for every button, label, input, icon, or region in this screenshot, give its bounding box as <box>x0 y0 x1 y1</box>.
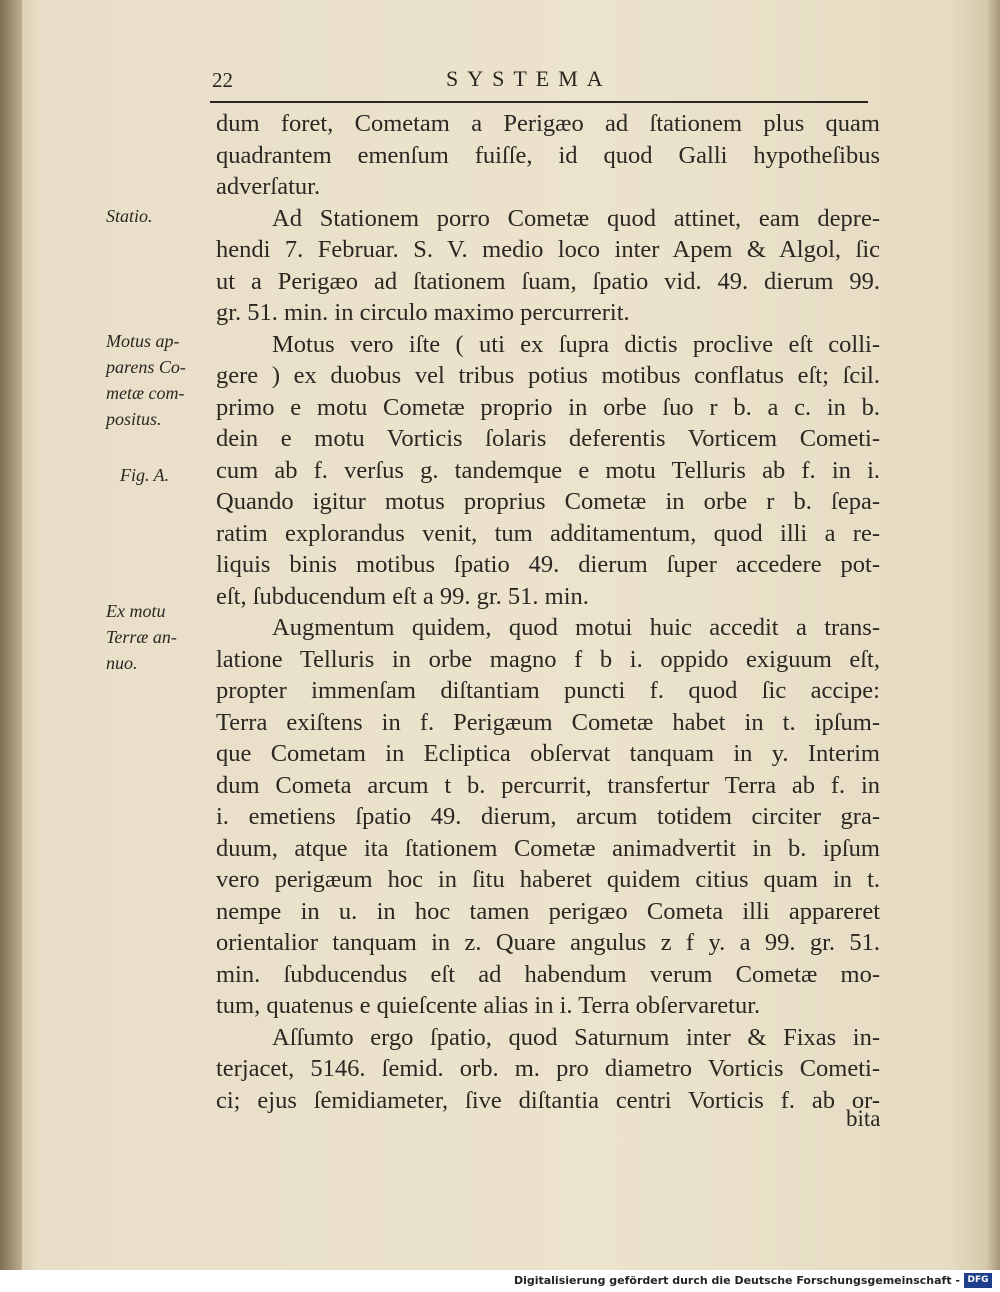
margin-note-motus-4: positus. <box>106 409 162 429</box>
text-line: Ad Stationem porro Cometæ quod attinet, eam depre- <box>272 204 880 232</box>
text-line: gere ) ex duobus vel tribus potius motibus conflatus eſt; ſcil. <box>216 362 880 389</box>
margin-note-ex-2: Terræ an- <box>106 627 177 647</box>
catchword: bita <box>846 1106 881 1131</box>
text-line: tum, quatenus e quieſcente alias in i. Terra obſervaretur. <box>216 992 761 1019</box>
text-line: primo e motu Cometæ proprio in orbe ſuo r b. a c. in b. <box>216 393 880 421</box>
text-line: min. ſubducendus eſt ad habendum verum Cometæ mo- <box>216 960 880 988</box>
spine-shadow <box>0 0 22 1270</box>
text-line: gr. 51. min. in circulo maximo percurrerit. <box>216 299 630 326</box>
body-text <box>216 108 880 1116</box>
text-line: nempe in u. in hoc tamen perigæo Cometa illi appareret <box>216 897 880 925</box>
text-line: Aſſumto ergo ſpatio, quod Saturnum inter & Fixas in- <box>272 1023 880 1051</box>
text-line: ut a Perigæo ad ſtationem ſuam, ſpatio vid. 49. dierum 99. <box>216 267 880 295</box>
margin-note-motus-3: metæ com- <box>106 383 185 403</box>
margin-note-fig: Fig. A. <box>120 465 170 485</box>
page-number: 22 <box>212 68 233 92</box>
footer-bar <box>0 1270 1000 1292</box>
text-line: que Cometam in Ecliptica obſervat tanquam in y. Interim <box>216 740 880 767</box>
text-line: adverſatur. <box>216 173 321 200</box>
text-line: propter immenſam diſtantiam puncti f. quod ſic accipe: <box>216 677 880 704</box>
margin-note-motus-2: parens Co- <box>106 357 186 377</box>
text-line: i. emetiens ſpatio 49. dierum, arcum totidem circiter gra- <box>216 803 880 830</box>
text-line: orientalior tanquam in z. Quare angulus z f y. a 99. gr. 51. <box>216 929 880 956</box>
text-line: ci; ejus ſemidiameter, ſive diſtantia centri Vorticis f. ab or- <box>216 1086 880 1114</box>
text-line: hendi 7. Februar. S. V. medio loco inter Apem & Algol, ſic <box>216 236 880 263</box>
running-head: SYSTEMA <box>446 66 612 91</box>
text-line: latione Telluris in orbe magno f b i. oppido exiguum eſt, <box>216 645 880 673</box>
margin-note-statio: Statio. <box>106 206 153 226</box>
text-line: quadrantem emenſum fuiſſe, id quod Galli hypotheſibus <box>216 141 880 169</box>
text-line: liquis binis motibus ſpatio 49. dierum ſuper accedere pot- <box>216 551 880 578</box>
text-line: dum foret, Cometam a Perigæo ad ſtationem plus quam <box>216 110 880 137</box>
text-line: Terra exiſtens in f. Perigæum Cometæ habet in t. ipſum- <box>216 708 880 736</box>
dfg-logo-icon: DFG <box>964 1273 992 1288</box>
margin-note-motus-1: Motus ap- <box>106 331 180 351</box>
footer-credit: Digitalisierung gefördert durch die Deutsche Forschungsgemeinschaft - <box>513 1274 960 1287</box>
text-line: Motus vero iſte ( uti ex ſupra dictis proclive eſt colli- <box>272 330 880 358</box>
page-header <box>208 66 868 102</box>
text-line: Quando igitur motus proprius Cometæ in orbe r b. ſepa- <box>216 488 880 515</box>
text-line: duum, atque ita ſtationem Cometæ animadvertit in b. ipſum <box>216 834 880 862</box>
text-line: cum ab f. verſus g. tandemque e motu Telluris ab f. in i. <box>216 456 880 484</box>
margin-note-ex-1: Ex motu <box>106 601 166 621</box>
text-line: dein e motu Vorticis ſolaris deferentis Vorticem Cometi- <box>216 425 880 452</box>
text-line: eſt, ſubducendum eſt a 99. gr. 51. min. <box>216 582 589 610</box>
text-line: vero perigæum hoc in ſitu haberet quidem citius quam in t. <box>216 866 880 893</box>
text-line: terjacet, 5146. ſemid. orb. m. pro diametro Vorticis Cometi- <box>216 1055 880 1082</box>
text-line: Augmentum quidem, quod motui huic accedit a trans- <box>272 614 880 641</box>
text-line: dum Cometa arcum t b. percurrit, transfertur Terra ab f. in <box>216 771 880 799</box>
page-edge <box>986 0 1000 1270</box>
margin-note-ex-3: nuo. <box>106 653 138 673</box>
header-rule <box>210 101 868 103</box>
text-line: ratim explorandus venit, tum additamentum, quod illi a re- <box>216 519 880 547</box>
